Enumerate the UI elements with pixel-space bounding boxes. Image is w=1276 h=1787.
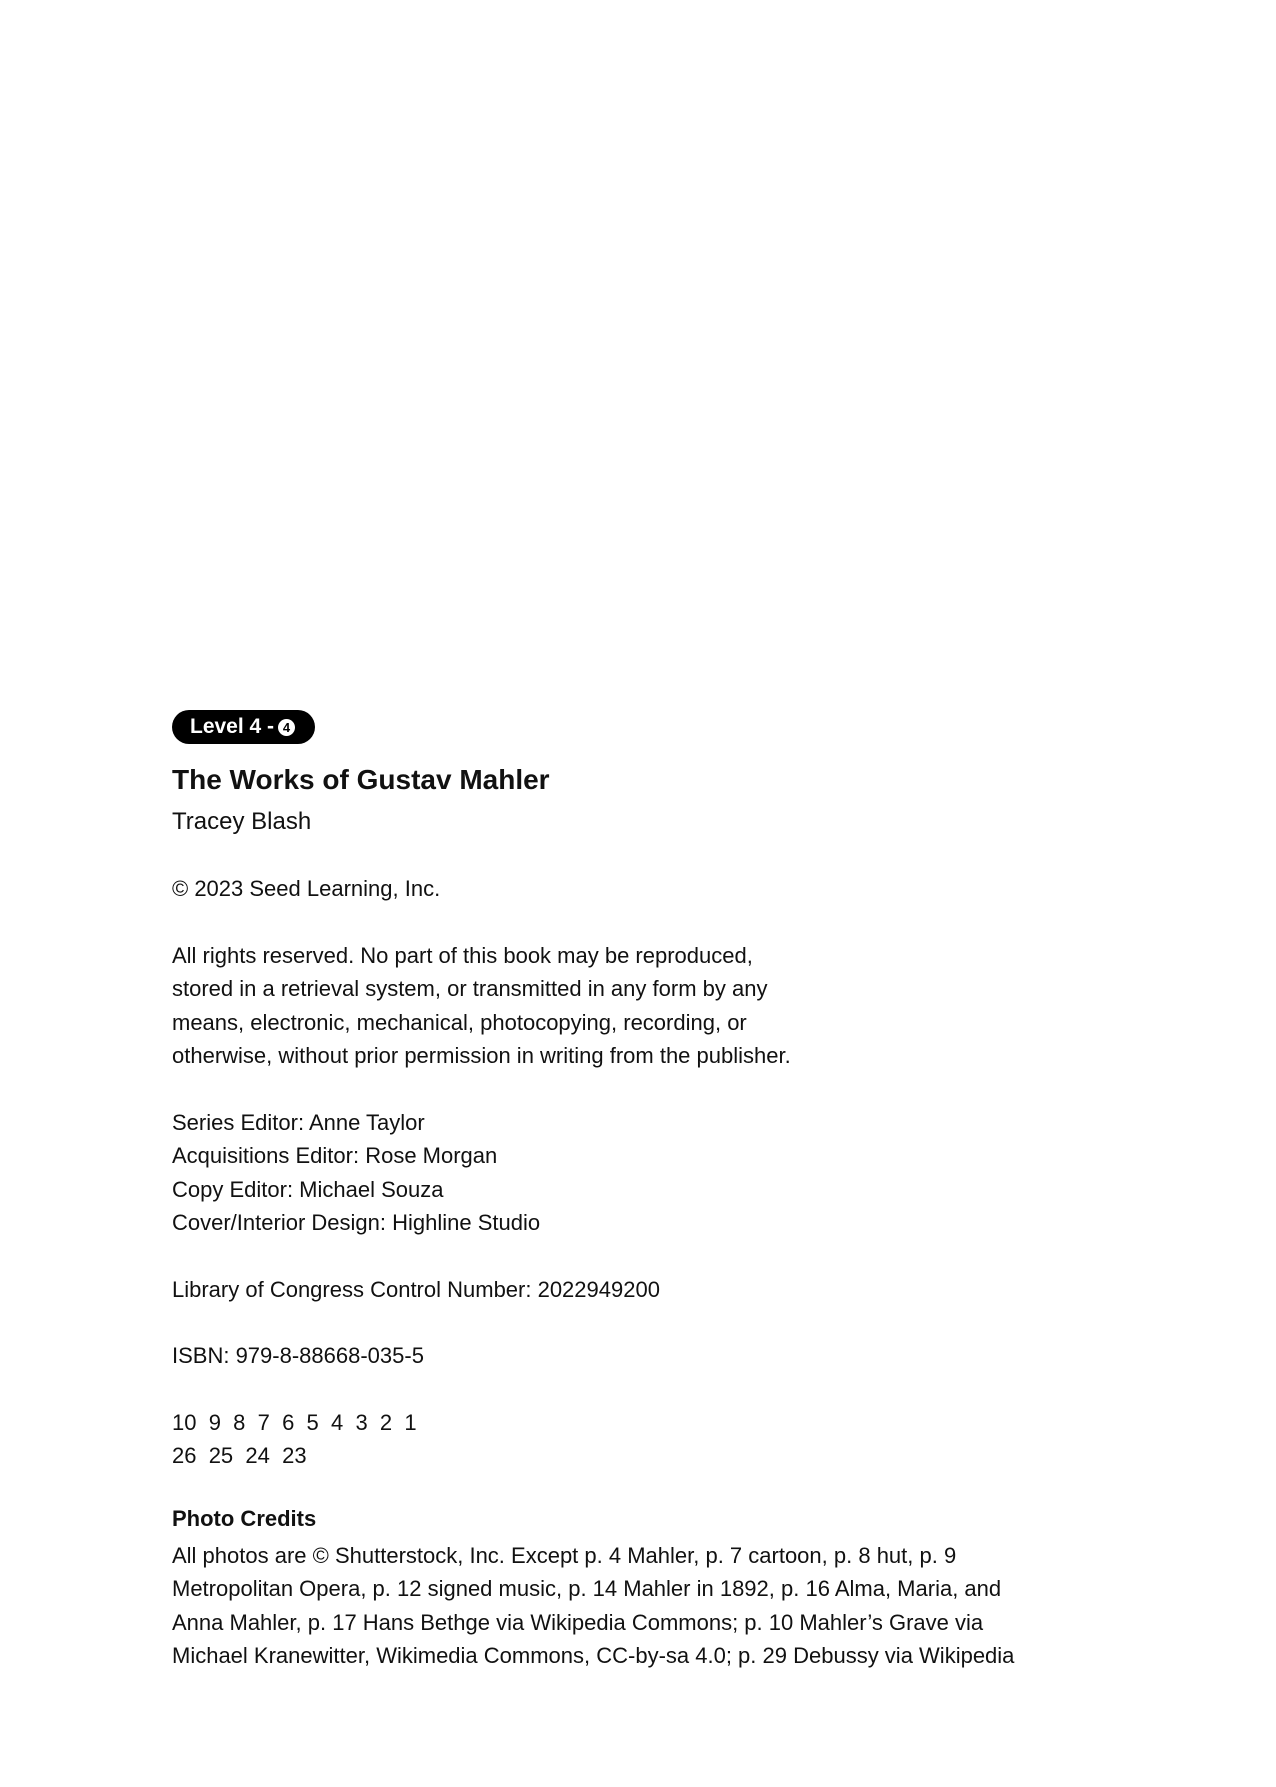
isbn: ISBN: 979-8-88668-035-5 [172, 1343, 424, 1368]
book-title: The Works of Gustav Mahler [172, 764, 550, 795]
photo-credits-line: Anna Mahler, p. 17 Hans Bethge via Wikipedia Commons; p. 10 Mahler’s Grave via [172, 1609, 984, 1635]
copy-editor: Copy Editor: Michael Souza [172, 1176, 444, 1202]
printing-numbers: 10 9 8 7 6 5 4 3 2 1 [172, 1409, 417, 1435]
rights-statement [172, 939, 1172, 1073]
photo-credits-line: All photos are © Shutterstock, Inc. Except p. 4 Mahler, p. 7 cartoon, p. 8 hut, p. 9 [172, 1542, 957, 1568]
series-editor: Series Editor: Anne Taylor [172, 1109, 425, 1135]
rights-line: otherwise, without prior permission in writing from the publisher. [172, 1043, 791, 1068]
editorial-staff [172, 1106, 1172, 1240]
rights-line: means, electronic, mechanical, photocopying, recording, or [172, 1009, 747, 1035]
level-number-circle: 4 [278, 719, 295, 736]
design-credit: Cover/Interior Design: Highline Studio [172, 1210, 541, 1235]
copyright-page [172, 710, 1172, 1673]
acquisitions-editor: Acquisitions Editor: Rose Morgan [172, 1143, 498, 1168]
author-name: Tracey Blash [172, 808, 312, 835]
rights-line: stored in a retrieval system, or transmitted in any form by any [172, 976, 768, 1001]
level-badge [172, 710, 315, 744]
photo-credits-heading: Photo Credits [172, 1505, 317, 1531]
printing-line [172, 1406, 1172, 1473]
rights-line: All rights reserved. No part of this book may be reproduced, [172, 942, 753, 968]
level-label: Level 4 - [190, 715, 275, 738]
photo-credits-line: Michael Kranewitter, Wikimedia Commons, CC-by-sa 4.0; p. 29 Debussy via Wikipedia [172, 1643, 1015, 1668]
photo-credits-line: Metropolitan Opera, p. 12 signed music, p. 14 Mahler in 1892, p. 16 Alma, Maria, and [172, 1576, 1002, 1601]
photo-credits-text [172, 1539, 1172, 1673]
copyright-notice: © 2023 Seed Learning, Inc. [172, 876, 441, 901]
printing-years: 26 25 24 23 [172, 1443, 307, 1468]
lccn: Library of Congress Control Number: 2022949200 [172, 1276, 660, 1302]
